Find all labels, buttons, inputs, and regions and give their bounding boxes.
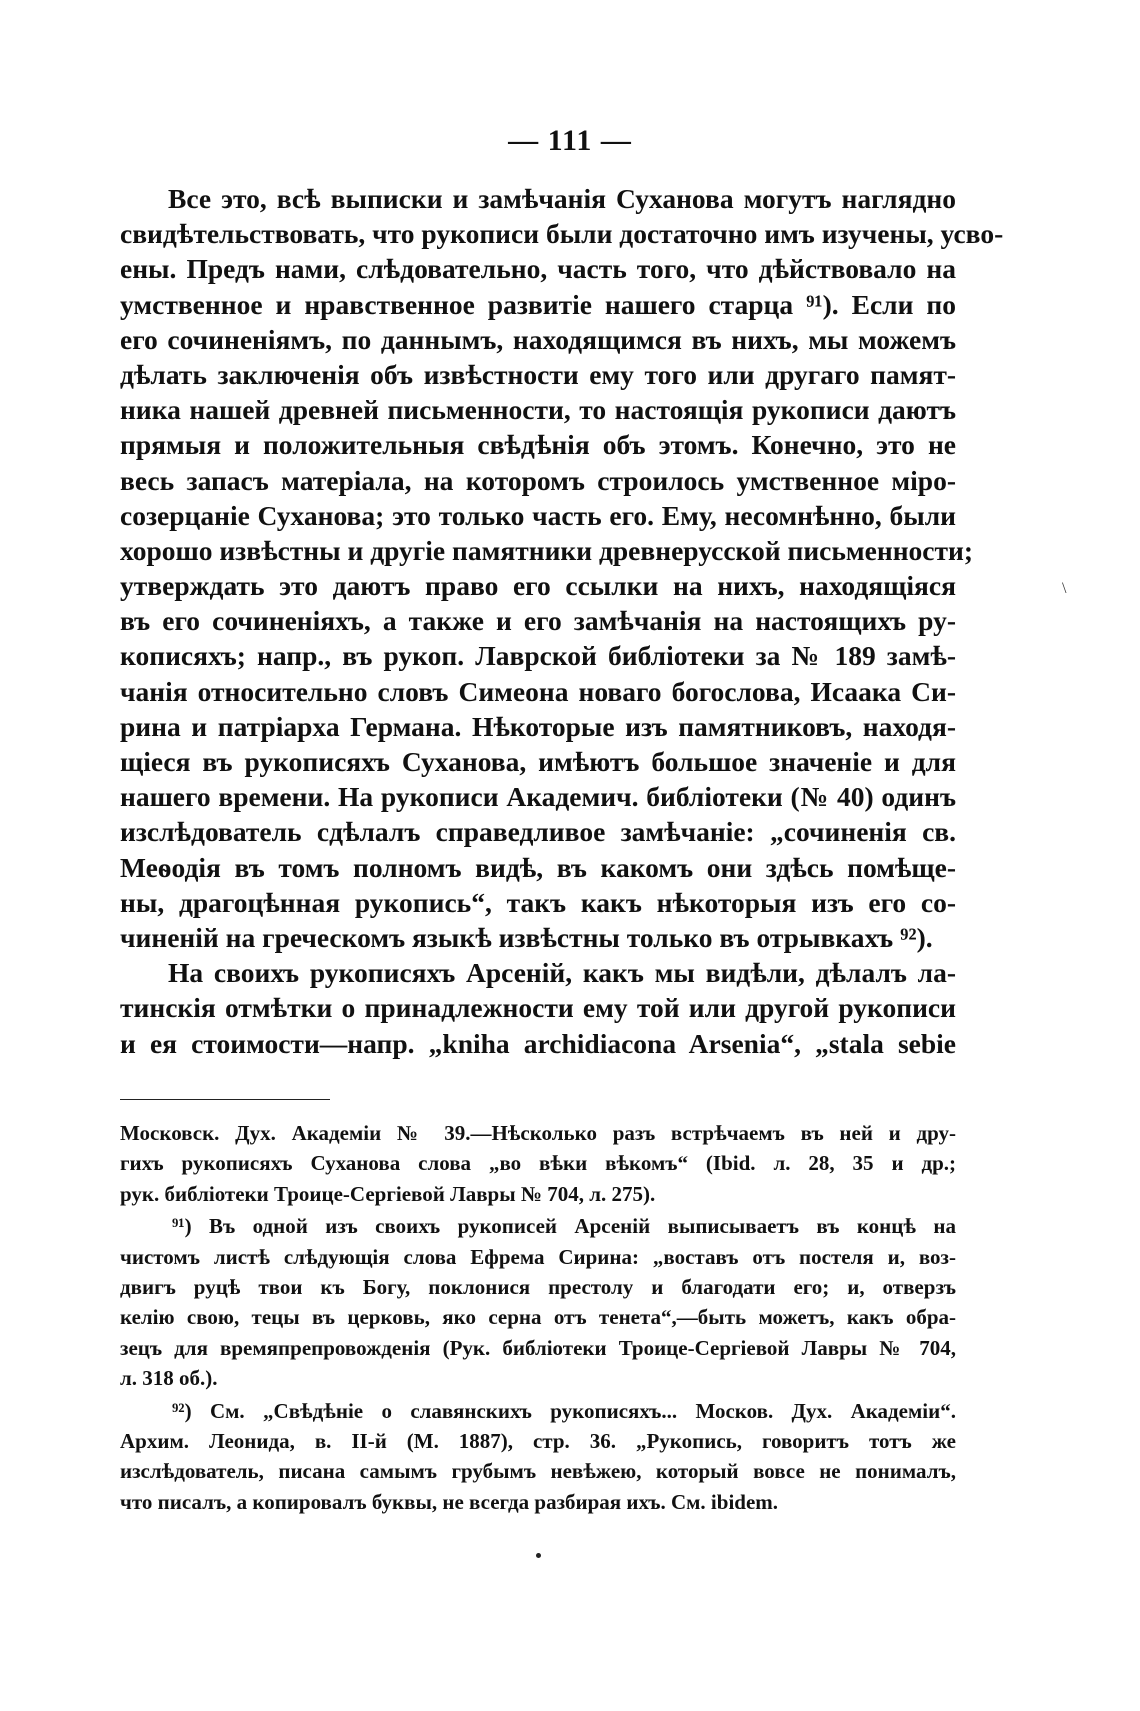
footnote-line: л. 318 об.). — [120, 1366, 218, 1391]
main-text-line: ны, драгоцѣнная рукопись“, такъ какъ нѣкоторыя изъ его со- — [120, 886, 956, 918]
main-text-line: рина и патріарха Германа. Нѣкоторые изъ памятниковъ, находя- — [120, 710, 956, 742]
footnote-line: двигъ руцѣ твои къ Богу, поклонися престолу и благодати его; и, отверзъ — [120, 1274, 956, 1299]
main-text-line: Все это, всѣ выписки и замѣчанія Суханова могутъ наглядно — [168, 183, 956, 214]
main-text-line: чанія относительно словъ Симеона новаго богослова, Исаака Си- — [120, 675, 956, 707]
main-text-line: Меѳодія въ томъ полномъ видѣ, въ какомъ они здѣсь помѣще- — [120, 851, 956, 883]
main-text-line: ника нашей древней письменности, то настоящія рукописи даютъ — [120, 394, 956, 426]
footnote-line: ⁹²) См. „Свѣдѣніе о славянскихъ рукописяхъ... Москов. Дух. Академіи“. — [172, 1398, 956, 1423]
footnote-line: ⁹¹) Въ одной изъ своихъ рукописей Арсеній выписываетъ въ концѣ на — [172, 1214, 956, 1239]
main-text-line: свидѣтельствовать, что рукописи были достаточно имъ изучены, усво- — [120, 218, 1004, 250]
footnote — [120, 1118, 956, 1209]
footnote — [120, 1396, 956, 1518]
main-text-line: нашего времени. На рукописи Академич. библіотеки (№ 40) одинъ — [120, 781, 956, 813]
main-text-line: чиненій на греческомъ языкѣ извѣстны только въ отрывкахъ ⁹²). — [120, 921, 933, 953]
main-text-line: дѣлать заключенія объ извѣстности ему того или другаго памят- — [120, 358, 956, 390]
footnote-line: что писалъ, а копировалъ буквы, не всегда разбирая ихъ. См. ibidem. — [120, 1489, 779, 1514]
main-text-line: щіеся въ рукописяхъ Суханова, имѣютъ большое значеніе и для — [120, 746, 956, 777]
margin-mark: \ — [1062, 580, 1067, 597]
footnote-line: рук. библіотеки Троице-Сергіевой Лавры № 704, л. 275). — [120, 1181, 656, 1206]
footnote-line: изслѣдователь, писана самымъ грубымъ невѣжею, который вовсе не понималъ, — [120, 1459, 956, 1484]
main-text-line: въ его сочиненіяхъ, а также и его замѣчанія на настоящихъ ру- — [120, 605, 956, 637]
main-text-line: и ея стоимости—напр. „kniha archidiacona Arsenia“, „stala sebie — [120, 1027, 956, 1059]
main-text-line: На своихъ рукописяхъ Арсеній, какъ мы видѣли, дѣлалъ ла- — [168, 957, 956, 989]
main-text-line: утверждать это даютъ право его ссылки на нихъ, находящіяся — [120, 570, 956, 602]
main-text-line: кописяхъ; напр., въ рукоп. Лаврской библіотеки за № 189 замѣ- — [120, 640, 956, 672]
footnote-line: зецъ для времяпрепровожденія (Рук. библіотеки Троице-Сергіевой Лавры № 704, — [120, 1335, 956, 1360]
page-number: — 111 — — [508, 124, 632, 157]
main-text-line: тинскія отмѣтки о принадлежности ему той или другой рукописи — [120, 992, 956, 1024]
footnote-line: чистомъ листѣ слѣдующія слова Ефрема Сирина: „воставъ отъ постеля и, воз- — [120, 1244, 956, 1269]
footnotes-section — [120, 1118, 956, 1517]
main-text-line: его сочиненіямъ, по даннымъ, находящимся въ нихъ, мы можемъ — [120, 323, 956, 355]
footnote-line: гихъ рукописяхъ Суханова слова „во вѣки вѣкомъ“ (Ibid. л. 28, 35 и др.; — [120, 1151, 956, 1176]
main-text-line: умственное и нравственное развитіе нашего старца ⁹¹). Если по — [120, 288, 956, 320]
main-text-line: ены. Предъ нами, слѣдовательно, часть того, что дѣйствовало на — [120, 253, 956, 285]
footnote-line: Архим. Леонида, в. II-й (М. 1887), стр. 36. „Рукопись, говоритъ тотъ же — [120, 1428, 956, 1453]
footnote — [120, 1211, 956, 1393]
footnote-line: келію свою, тецы въ церковь, яко серна отъ тенета“,—быть можетъ, какъ обра- — [120, 1305, 956, 1330]
footnote-line: Московск. Дух. Академіи № 39.—Нѣсколько разъ встрѣчаемъ въ ней и дру- — [120, 1121, 956, 1145]
main-text-body — [120, 181, 1004, 1061]
main-text-line: весь запасъ матеріала, на которомъ строилось умственное міро- — [120, 464, 956, 496]
footnote-divider — [120, 1099, 330, 1100]
main-text-line: прямыя и положительныя свѣдѣнія объ этомъ. Конечно, это не — [120, 429, 956, 461]
main-text-line: хорошо извѣстны и другіе памятники древнерусской письменности; — [120, 534, 974, 566]
main-text-line: созерцаніе Суханова; это только часть его. Ему, несомнѣнно, были — [120, 499, 956, 531]
main-text-line: изслѣдователь сдѣлалъ справедливое замѣчаніе: „сочиненія св. — [120, 816, 956, 848]
ink-speck — [536, 1553, 541, 1558]
